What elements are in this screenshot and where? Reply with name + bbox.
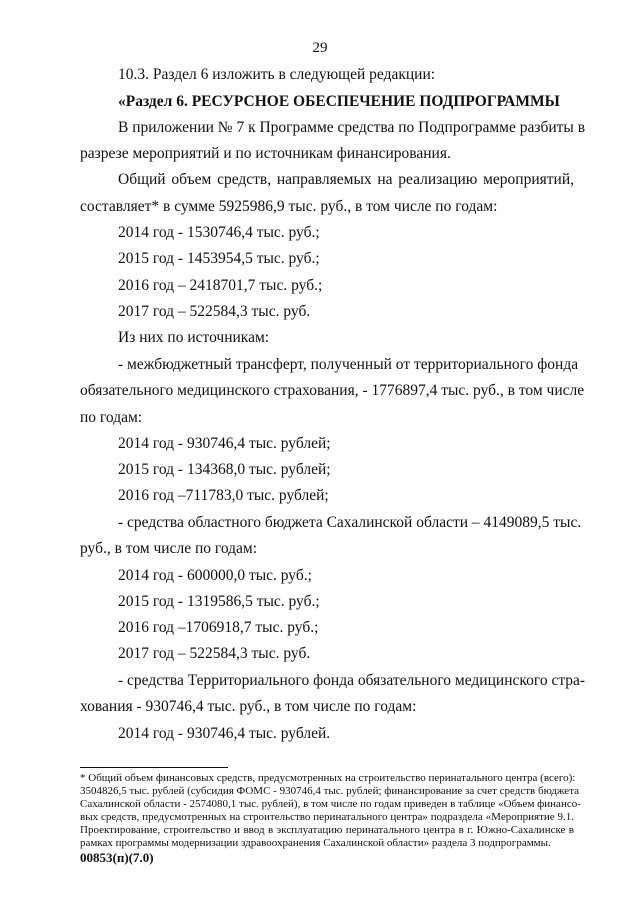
text-line: хования - 930746,4 тыс. руб., в том числе по годам:	[80, 698, 417, 715]
text-line: 2014 год - 600000,0 тыс. руб.;	[118, 567, 312, 584]
section-heading: «Раздел 6. РЕСУРСНОЕ ОБЕСПЕЧЕНИЕ ПОДПРОГРАММЫ	[118, 93, 560, 110]
footnote-line: рамках программы модернизации здравоохранения Сахалинской области» раздела 3 подпрограммы.	[80, 837, 551, 849]
text-line: - средства областного бюджета Сахалинской области – 4149089,5 тыс.	[118, 514, 582, 531]
text-line: 2016 год – 2418701,7 тыс. руб.;	[118, 277, 323, 294]
text-line: 2015 год - 134368,0 тыс. рублей;	[118, 461, 331, 478]
page-number: 29	[312, 40, 328, 56]
footnote-line: вых средств, предусмотренных на строительство перинатального центра» подраздела «Мероприятие 9.1.	[80, 811, 574, 823]
text-line: 10.3. Раздел 6 изложить в следующей редакции:	[118, 66, 436, 83]
text-line: 2015 год - 1319586,5 тыс. руб.;	[118, 593, 320, 610]
text-line: Общий объем средств, направляемых на реализацию мероприятий,	[118, 171, 574, 188]
text-line: обязательного медицинского страхования, - 1776897,4 тыс. руб., в том числе	[80, 382, 585, 399]
footnote-line: Проектирование, строительство и ввод в эксплуатацию перинатального центра в г. Южно-Сахалинске в	[80, 824, 574, 836]
text-line: 2016 год –711783,0 тыс. рублей;	[118, 487, 329, 504]
text-line: Из них по источникам:	[118, 329, 270, 346]
text-line: - средства Территориального фонда обязательного медицинского стра-	[118, 672, 586, 689]
text-line: 2017 год – 522584,3 тыс. руб.	[118, 645, 311, 662]
text-line: - межбюджетный трансферт, полученный от территориального фонда	[118, 356, 579, 373]
document-code: 00853(п)(7.0)	[80, 850, 154, 865]
footnote-line: 3504826,5 тыс. рублей (субсидия ФОМС - 930746,4 тыс. рублей; финансирование за счет средств бюджета	[80, 785, 580, 797]
text-line: 2014 год - 930746,4 тыс. рублей.	[118, 725, 331, 742]
text-line: по годам:	[80, 409, 143, 426]
footnote-line: Сахалинской области - 2574080,1 тыс. рублей), в том числе по годам приведен в таблице «Объем финансо-	[80, 798, 581, 810]
text-line: 2014 год - 930746,4 тыс. рублей;	[118, 435, 331, 452]
text-line: составляет* в сумме 5925986,9 тыс. руб., в том числе по годам:	[80, 198, 498, 215]
text-line: В приложении № 7 к Программе средства по Подпрограмме разбиты в	[118, 119, 586, 136]
text-line: разрезе мероприятий и по источникам финансирования.	[80, 145, 451, 162]
text-line: 2016 год –1706918,7 тыс. руб.;	[118, 619, 319, 636]
text-line: 2014 год - 1530746,4 тыс. руб.;	[118, 224, 320, 241]
text-line: 2017 год – 522584,3 тыс. руб.	[118, 303, 311, 320]
text-line: руб., в том числе по годам:	[80, 540, 258, 557]
footnote-line: * Общий объем финансовых средств, предусмотренных на строительство перинатального центра (всего):	[80, 772, 576, 784]
text-line: 2015 год - 1453954,5 тыс. руб.;	[118, 250, 320, 267]
footnote-divider	[80, 767, 228, 768]
